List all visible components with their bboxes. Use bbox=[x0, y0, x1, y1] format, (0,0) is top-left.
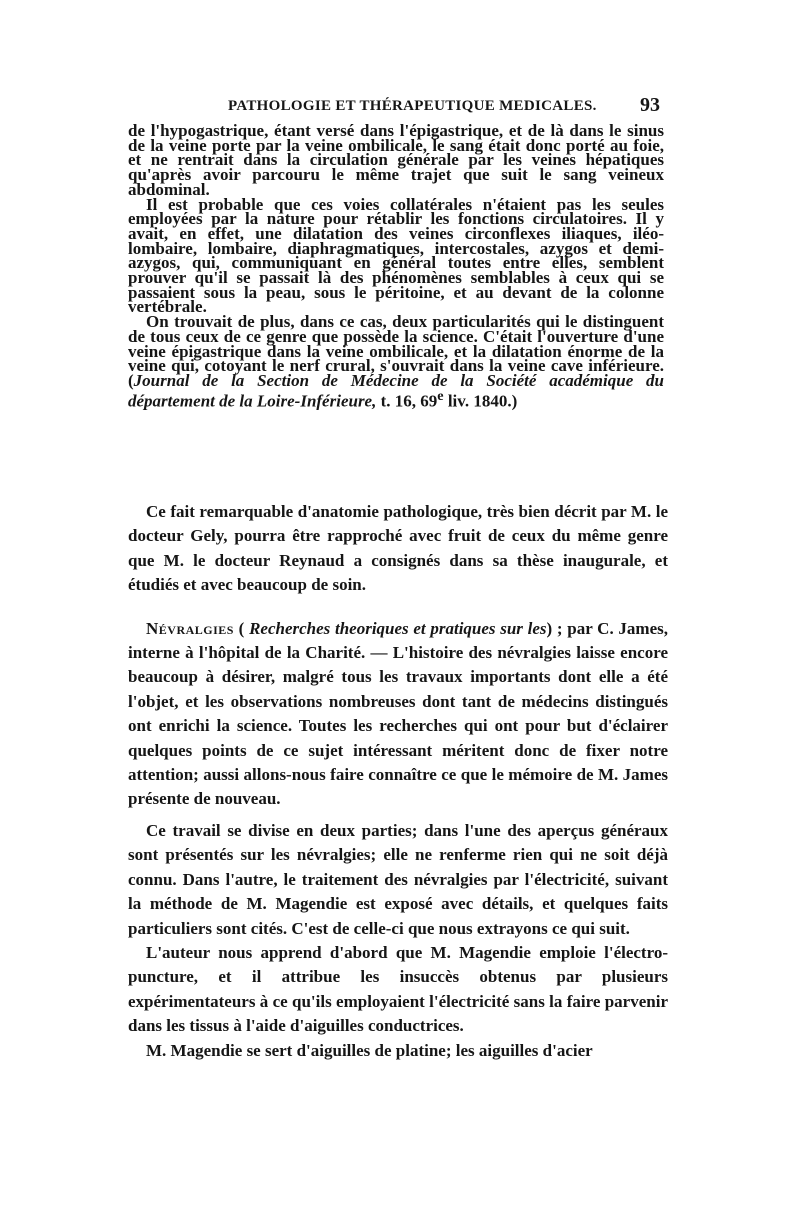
paragraph-3 bbox=[128, 312, 664, 411]
running-title: PATHOLOGIE ET THÉRAPEUTIQUE MEDICALES. bbox=[228, 98, 597, 114]
paragraph-5-text: ) ; par C. James, interne à l'hôpital de la Charité. — L'histoire des névralgies laisse encore beaucoup à désirer, malgré tous les travaux importants dont elle a été l'objet, et les observations nombreuses dont tant de médecins distingués ont enrichi la science. Toutes les recherches qui ont pour but d'éclairer quelques points de ce sujet intéressant méritent donc de fixer notre attention; aussi allons-nous faire connaître ce que le mémoire de M. James présente de nouveau. bbox=[128, 618, 668, 809]
paragraph-1: de l'hypogastrique, étant versé dans l'épigastrique, et de là dans le sinus de la veine porte par la veine ombilicale, le sang était donc porté au foie, et ne rentrait dans la circulation générale par les veines hépatiques qu'après avoir parcouru le même trajet que suit le sang veineux abdominal. bbox=[128, 121, 664, 199]
journal-citation: Journal de la Section de Médecine de la Société académique du département de la Loire-Inférieure, bbox=[128, 370, 664, 411]
paragraph-5 bbox=[128, 617, 668, 812]
paragraph-4: Ce fait remarquable d'anatomie pathologique, très bien décrit par M. le docteur Gely, pourra être rapproché avec fruit de ceux du même genre que M. le docteur Reynaud a consignés dans sa thèse inaugurale, et étudiés et avec beaucoup de soin. bbox=[128, 502, 668, 595]
paragraph-6: Ce travail se divise en deux parties; dans l'une des aperçus généraux sont présentés sur les névralgies; elle ne renferme rien qui ne soit déjà connu. Dans l'autre, le traitement des névralgies par l'électricité, suivant la méthode de M. Magendie est exposé avec détails, et quelques faits particuliers sont cités. C'est de celle-ci que nous extrayons ce qui suit. bbox=[128, 820, 668, 938]
journal-reference: t. 16, 69 bbox=[376, 391, 438, 411]
paragraph-2: Il est probable que ces voies collatérales n'étaient pas les seules employées par la nature pour rétablir les fonctions circulatoires. Il y avait, en effet, une dilatation des veines circonflexes iliaques, iléo-lombaire, lombaire, diaphragmatiques, intercostales, azygos et demi-azygos, qui, communiquant en général toutes entre elles, semblent prouver qu'il se passait là des phénomènes semblables à ceux qui se passaient sous la peau, sous le péritoine, et au devant de la colonne vertébrale. bbox=[128, 194, 664, 317]
page-number: 93 bbox=[640, 94, 660, 116]
paragraph-7: L'auteur nous apprend d'abord que M. Magendie emploie l'électro-puncture, et il attribue les insuccès obtenus par plusieurs expérimentateurs à ce qu'ils employaient l'électricité sans la faire parvenir dans les tissus à l'aide d'aiguilles conductrices. bbox=[128, 942, 668, 1036]
large-print-block bbox=[128, 500, 668, 1063]
reference-superscript: e bbox=[437, 387, 444, 404]
journal-reference-end: liv. 1840.) bbox=[443, 391, 518, 411]
paragraph-8: M. Magendie se sert d'aiguilles de platine; les aiguilles d'acier bbox=[146, 1040, 593, 1060]
section-heading: Névralgies bbox=[146, 618, 234, 638]
article-title: Recherches theoriques et pratiques sur les bbox=[249, 618, 547, 638]
paragraph-5-open: ( bbox=[233, 618, 250, 638]
paragraph-3-text: On trouvait de plus, dans ce cas, deux particularités qui le distinguent de tous ceux de ce genre que possède la science. C'était l'ouverture d'une veine épigastrique dans la veine ombilicale, et la dilatation énorme de la veine qui, cotoyant le nerf crural, s'ouvrait dans la veine cave inférieure. ( bbox=[128, 312, 664, 390]
page-header bbox=[130, 94, 660, 120]
small-print-block bbox=[128, 121, 664, 411]
